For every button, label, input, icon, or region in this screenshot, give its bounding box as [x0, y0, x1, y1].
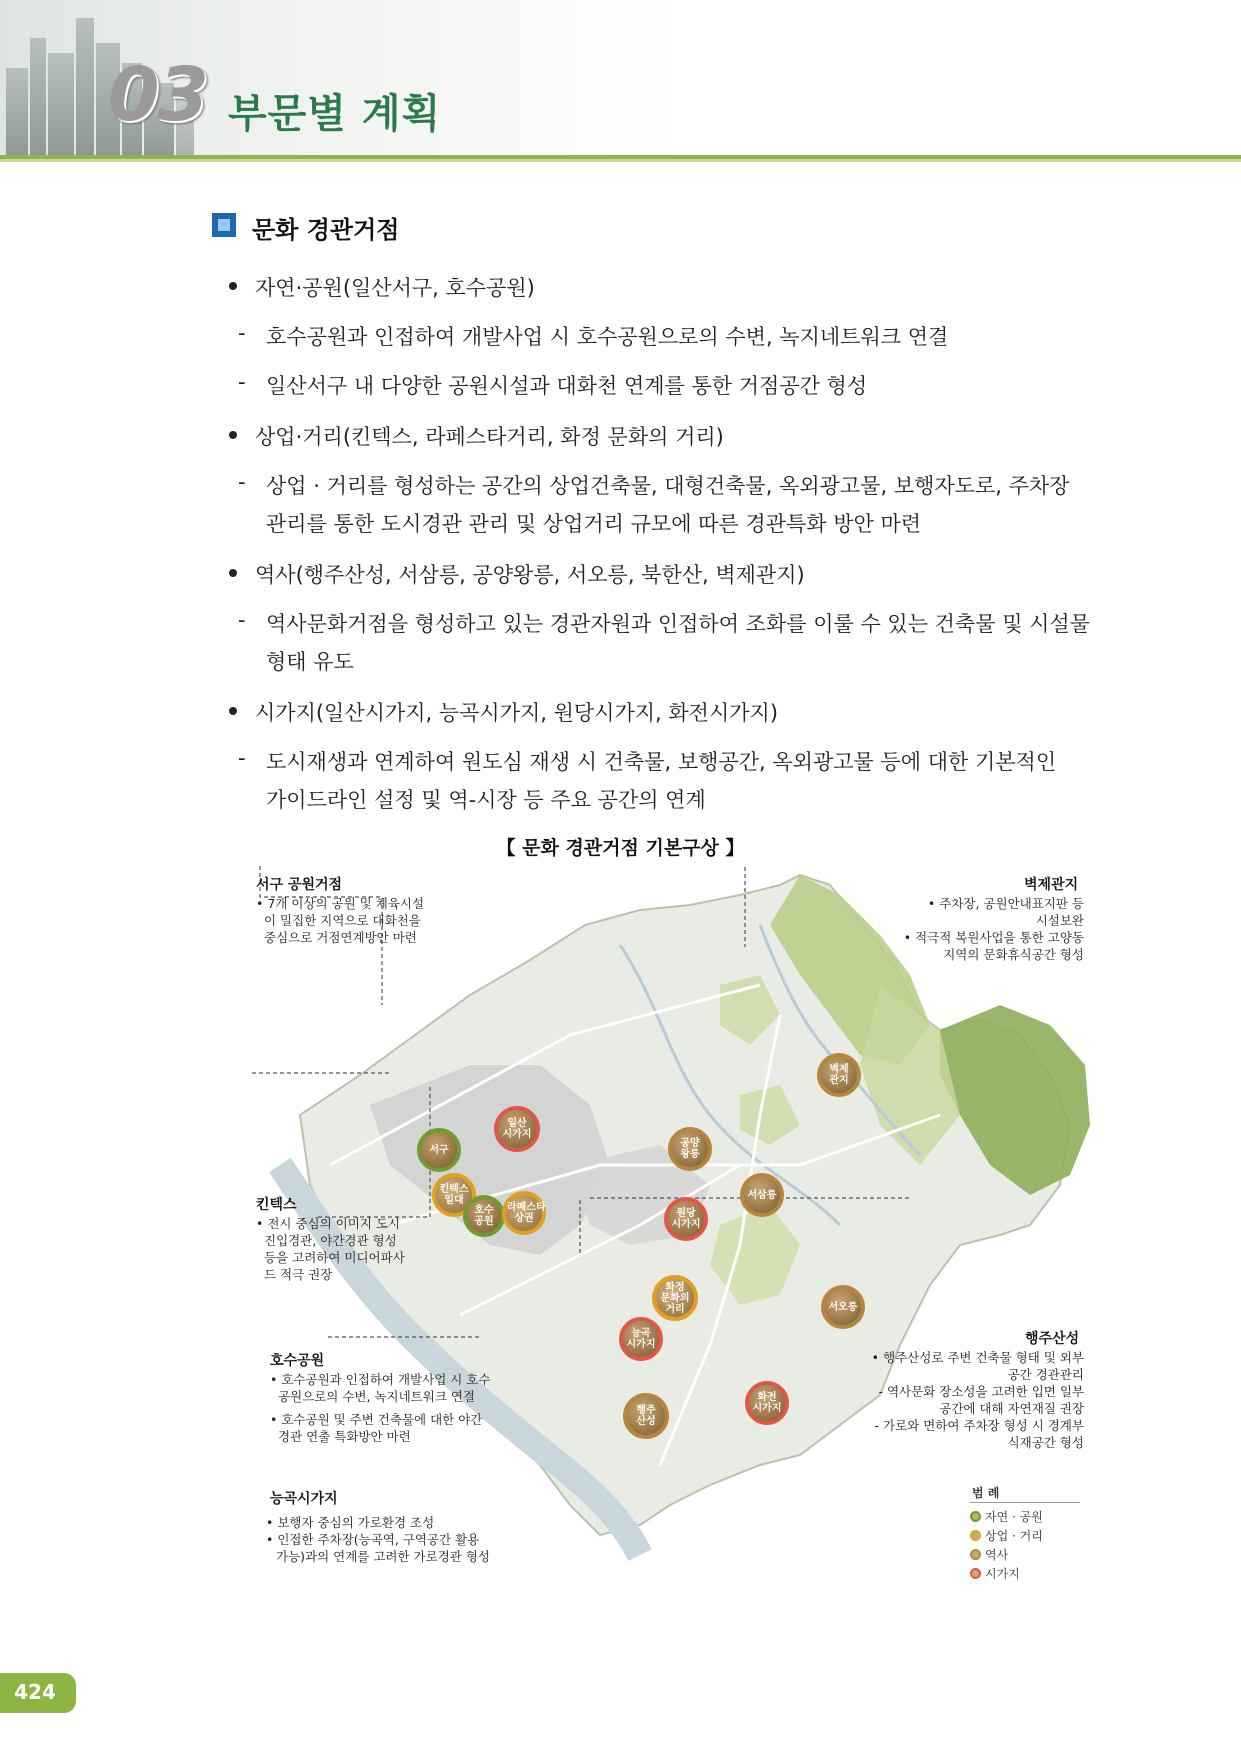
- bullet-dot-icon: [229, 282, 237, 290]
- map-marker-byeokje: 벽제 관지: [817, 1053, 861, 1097]
- map-marker-lafesta: 라페스타 상권: [502, 1191, 546, 1235]
- bullet-item: 도시재생과 연계하여 원도심 재생 시 건축물, 보행공간, 옥외광고물 등에 대한 기본적인: [266, 750, 1057, 774]
- legend-divider: [970, 1502, 1080, 1503]
- callout-line: • 호수공원과 인접하여 개발사업 시 호수: [270, 1372, 491, 1387]
- map-marker-gongyang: 공양 왕릉: [668, 1127, 712, 1171]
- callout-line: 이 밀집한 지역으로 대화천을: [264, 913, 421, 928]
- dash-marker: -: [238, 321, 246, 345]
- callout-line: • 인접한 주차장(능곡역, 구역공간 활용: [266, 1532, 480, 1547]
- callout-line: - 역사문화 장소성을 고려한 입면 일부: [878, 1384, 1084, 1399]
- bullet-title: 역사(행주산성, 서삼릉, 공양왕릉, 서오릉, 북한산, 벽제관지): [255, 563, 805, 587]
- map-marker-hwajeon: 화전 시가지: [745, 1381, 789, 1425]
- callout-title-neunggok: 능곡시가지: [270, 1491, 338, 1507]
- header-rule-light: [0, 159, 1241, 162]
- callout-line: - 가로와 면하여 주차장 형성 시 경계부: [874, 1418, 1084, 1433]
- skyline-building: [30, 38, 46, 158]
- bullet-title: 자연·공원(일산서구, 호수공원): [255, 276, 535, 300]
- callout-title-kintex: 킨텍스: [256, 1197, 297, 1213]
- callout-line: 공원으로의 수변, 녹지네트워크 연결: [278, 1389, 476, 1404]
- map-marker-seogu: 서구: [417, 1128, 461, 1172]
- bullet-item-continuation: 관리를 통한 도시경관 관리 및 상업거리 규모에 따른 경관특화 방안 마련: [266, 512, 922, 536]
- callout-line: 식재공간 형성: [1007, 1435, 1084, 1450]
- legend-swatch-icon: [970, 1549, 981, 1560]
- dash-marker: -: [238, 470, 246, 494]
- callout-line: 드 적극 권장: [264, 1267, 333, 1282]
- callout-line: • 보행자 중심의 가로환경 조성: [266, 1515, 435, 1530]
- bullet-item-continuation: 형태 유도: [266, 650, 354, 674]
- bullet-item: 호수공원과 인접하여 개발사업 시 호수공원으로의 수변, 녹지네트워크 연결: [266, 325, 949, 349]
- bullet-dot-icon: [229, 431, 237, 439]
- callout-line: 진입경관, 야간경관 형성: [264, 1233, 397, 1248]
- callout-line: 가능)과의 연계를 고려한 가로경관 형성: [276, 1549, 490, 1564]
- callout-title-byeokje: 벽제관지: [1024, 877, 1079, 893]
- dash-marker: -: [238, 746, 246, 770]
- skyline-building: [76, 18, 94, 158]
- chapter-header: [0, 0, 1241, 165]
- skyline-building: [6, 68, 28, 158]
- legend-item-downtown: 시가지: [970, 1565, 1020, 1582]
- callout-title-seogu: 서구 공원거점: [256, 877, 343, 893]
- figure-caption: 【 문화 경관거점 기본구상 】: [496, 837, 745, 859]
- callout-line: 등을 고려하여 미디어파사: [264, 1250, 405, 1265]
- section-square-icon: [212, 213, 236, 237]
- callout-line: • 호수공원 및 주변 건축물에 대한 야간: [270, 1412, 483, 1427]
- callout-line: • 주차장, 공원안내표지판 등: [927, 896, 1084, 911]
- bullet-dot-icon: [229, 707, 237, 715]
- chapter-number: 03: [108, 52, 207, 138]
- callout-line: 공간 경관관리: [1007, 1367, 1084, 1382]
- skyline-building: [48, 53, 74, 158]
- callout-line: 시설보완: [1035, 913, 1084, 928]
- map-marker-seosam: 서삼릉: [740, 1173, 784, 1217]
- bullet-dot-icon: [229, 569, 237, 577]
- legend-item-commerce: 상업 · 거리: [970, 1527, 1043, 1544]
- legend-title: 범 례: [972, 1486, 1000, 1500]
- bullet-title: 상업·거리(킨텍스, 라페스타거리, 화정 문화의 거리): [255, 425, 724, 449]
- callout-line: 중심으로 거점연계방안 마련: [264, 930, 417, 945]
- callout-title-hosu: 호수공원: [270, 1353, 325, 1369]
- callout-line: • 전시 중심의 이미지 도시: [256, 1216, 401, 1231]
- callout-line: 지역의 문화휴식공간 형성: [943, 947, 1084, 962]
- bullet-item: 역사문화거점을 형성하고 있는 경관자원과 인접하여 조화를 이룰 수 있는 건축물 및 시설물: [266, 612, 1091, 636]
- callout-line: • 행주산성로 주변 건축물 형태 및 외부: [871, 1350, 1084, 1365]
- page-number: 424: [14, 1680, 56, 1704]
- callout-line: • 적극적 복원사업을 통한 고양동: [903, 930, 1084, 945]
- dash-marker: -: [238, 608, 246, 632]
- map-marker-kintex: 킨텍스 일대: [432, 1173, 476, 1217]
- map-marker-hosu: 호수 공원: [463, 1195, 505, 1237]
- bullet-title: 시가지(일산시가지, 능곡시가지, 원당시가지, 화전시가지): [255, 701, 779, 725]
- map-marker-hwajeong: 화정 문화의 거리: [652, 1275, 698, 1321]
- map-marker-neunggok: 능곡 시가지: [619, 1317, 663, 1361]
- map-marker-haengju: 행주 산성: [623, 1393, 669, 1439]
- callout-line: 경관 연출 특화방안 마련: [278, 1429, 411, 1444]
- map-marker-seoo: 서오릉: [821, 1285, 865, 1329]
- legend-swatch-icon: [970, 1530, 981, 1541]
- callout-title-haengju: 행주산성: [1025, 1331, 1080, 1347]
- bullet-item: 일산서구 내 다양한 공원시설과 대화천 연계를 통한 거점공간 형성: [266, 374, 868, 398]
- bullet-item: 상업 · 거리를 형성하는 공간의 상업건축물, 대형건축물, 옥외광고물, 보행자도로, 주차장: [266, 474, 1070, 498]
- chapter-title: 부문별 계획: [228, 91, 442, 137]
- legend-swatch-icon: [970, 1511, 981, 1522]
- section-title: 문화 경관거점: [252, 216, 400, 244]
- bullet-item-continuation: 가이드라인 설정 및 역-시장 등 주요 공간의 연계: [266, 788, 706, 812]
- dash-marker: -: [238, 370, 246, 394]
- legend-item-history: 역사: [970, 1546, 1008, 1563]
- legend-swatch-icon: [970, 1568, 981, 1579]
- legend-item-nature: 자연 · 공원: [970, 1508, 1043, 1525]
- map-marker-ilsan: 일산 시가지: [494, 1106, 540, 1152]
- callout-line: 공간에 대해 자연재질 권장: [939, 1401, 1084, 1416]
- callout-line: • 7개 이상의 공원 및 체육시설: [256, 896, 425, 911]
- map-marker-wondang: 원당 시가지: [664, 1197, 708, 1241]
